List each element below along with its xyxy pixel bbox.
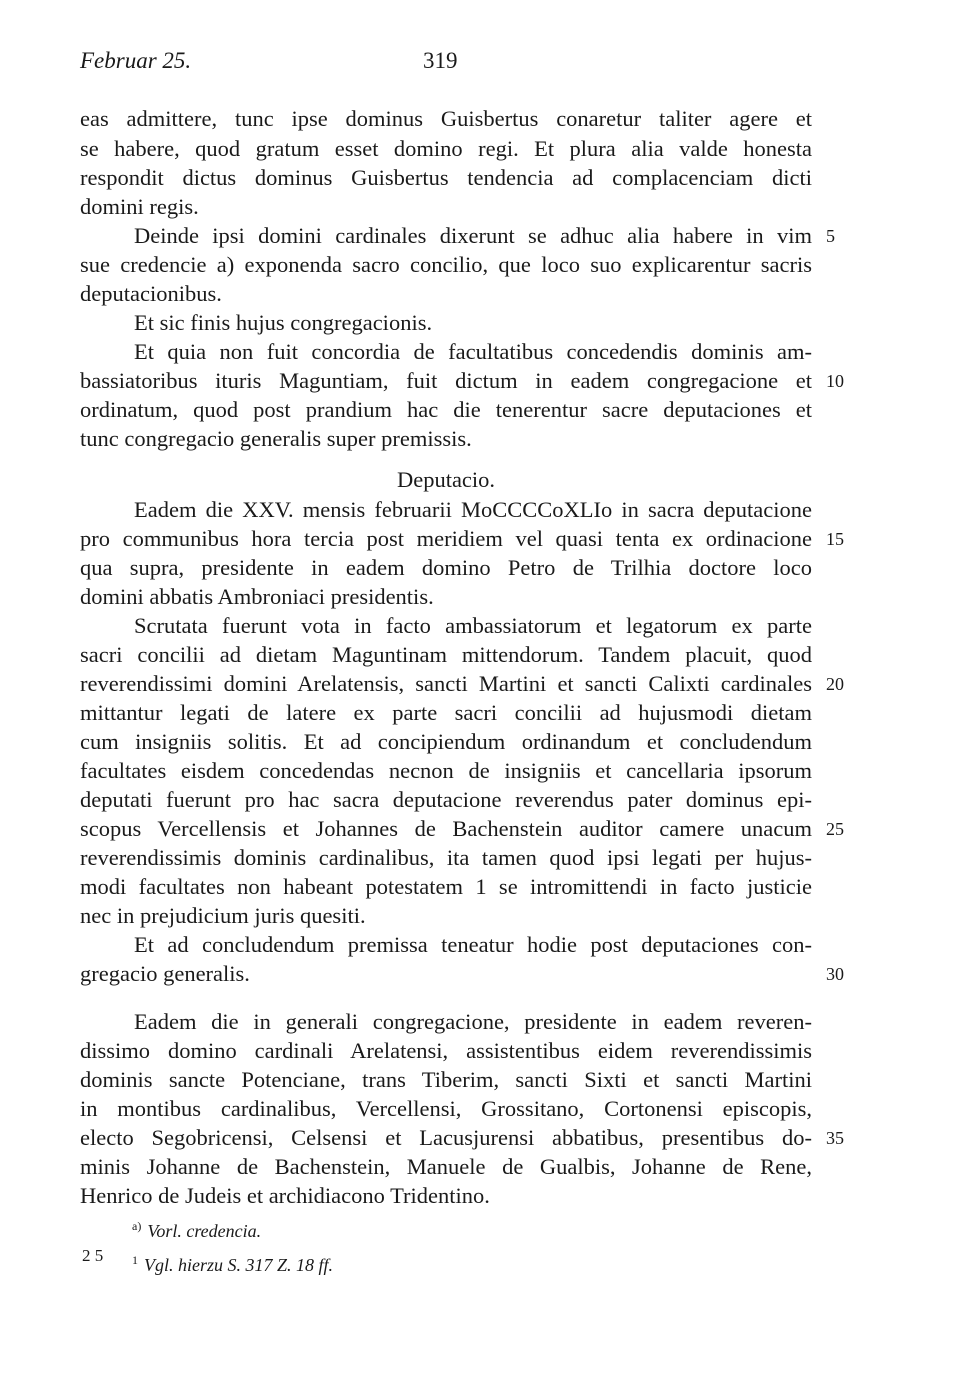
footnote bbox=[132, 1248, 333, 1277]
footnote-text: Vorl. credencia. bbox=[147, 1221, 262, 1241]
margin-line-number: 15 bbox=[826, 529, 844, 549]
text-line: dissimo domino cardinali Arelatensi, assistentibus eidem reverendissimis bbox=[80, 1038, 812, 1063]
text-line: cum insigniis solitis. Et ad concipiendum ordinandum et concludendum bbox=[80, 729, 812, 754]
footnote-mark: a) bbox=[132, 1219, 142, 1233]
text-line: dominis sancte Potenciane, trans Tiberim, sancti Sixti et sancti Martini bbox=[80, 1067, 812, 1092]
section-heading: Deputacio. bbox=[396, 467, 496, 492]
text-line: gregacio generalis. bbox=[80, 961, 250, 986]
text-line: deputacionibus. bbox=[80, 281, 222, 306]
text-line: reverendissimi domini Arelatensis, sancti Martini et sancti Calixti cardinales bbox=[80, 671, 812, 696]
page-number: 319 bbox=[423, 48, 458, 73]
text-line: facultates eisdem concedendas necnon de insigniis et cancellaria ipsorum bbox=[80, 758, 812, 783]
text-line: Eadem die in generali congregacione, presidente in eadem reveren- bbox=[134, 1009, 812, 1034]
text-line: Henrico de Judeis et archidiacono Tridentino. bbox=[80, 1183, 490, 1208]
text-line: qua supra, presidente in eadem domino Petro de Trilhia doctore loco bbox=[80, 555, 812, 580]
text-line: reverendissimis dominis cardinalibus, ita tamen quod ipsi legati per hujus- bbox=[80, 845, 812, 870]
margin-line-number: 35 bbox=[826, 1128, 844, 1148]
text-line: sacri concilii ad dietam Maguntinam mittendorum. Tandem placuit, quod bbox=[80, 642, 812, 667]
footnote-mark: 1 bbox=[132, 1253, 138, 1267]
printer-signature-mark: 2 5 bbox=[82, 1246, 104, 1265]
text-line: respondit dictus dominus Guisbertus tendencia ad complacenciam dicti bbox=[80, 165, 812, 190]
margin-line-number: 25 bbox=[826, 819, 844, 839]
margin-line-number: 30 bbox=[826, 964, 844, 984]
text-line: minis Johanne de Bachenstein, Manuele de Gualbis, Johanne de Rene, bbox=[80, 1154, 812, 1179]
text-line: in montibus cardinalibus, Vercellensi, Grossitano, Cortonensi episcopis, bbox=[80, 1096, 812, 1121]
text-line: modi facultates non habeant potestatem 1 se intromittendi in facto justicie bbox=[80, 874, 812, 899]
text-line: nec in prejudicium juris quesiti. bbox=[80, 903, 366, 928]
text-line: Deinde ipsi domini cardinales dixerunt se adhuc alia habere in vim bbox=[134, 223, 812, 248]
text-line: domini abbatis Ambroniaci presidentis. bbox=[80, 584, 434, 609]
text-line: domini regis. bbox=[80, 194, 199, 219]
text-line: scopus Vercellensis et Johannes de Bachenstein auditor camere unacum bbox=[80, 816, 812, 841]
text-line: sue credencie a) exponenda sacro concilio, que loco suo explicarentur sacris bbox=[80, 252, 812, 277]
text-line: bassiatoribus ituris Maguntiam, fuit dictum in eadem congregacione et bbox=[80, 368, 812, 393]
text-line: ordinatum, quod post prandium hac die tenerentur sacre deputaciones et bbox=[80, 397, 812, 422]
margin-line-number: 5 bbox=[826, 226, 835, 246]
text-line: Et ad concludendum premissa teneatur hodie post deputaciones con- bbox=[134, 932, 812, 957]
footnote bbox=[132, 1214, 261, 1243]
text-line: pro communibus hora tercia post meridiem vel quasi tenta ex ordinacione bbox=[80, 526, 812, 551]
text-line: se habere, quod gratum esset domino regi. Et plura alia valde honesta bbox=[80, 136, 812, 161]
text-line: Et quia non fuit concordia de facultatibus concedendis dominis am- bbox=[134, 339, 812, 364]
running-head-date: Februar 25. bbox=[80, 48, 192, 73]
text-line: Eadem die XXV. mensis februarii MoCCCCoXLIo in sacra deputacione bbox=[134, 497, 812, 522]
footnote-text: Vgl. hierzu S. 317 Z. 18 ff. bbox=[144, 1255, 334, 1275]
text-line: Scrutata fuerunt vota in facto ambassiatorum et legatorum ex parte bbox=[134, 613, 812, 638]
text-line: mittantur legati de latere ex parte sacri concilii ad hujusmodi dietam bbox=[80, 700, 812, 725]
text-line: tunc congregacio generalis super premissis. bbox=[80, 426, 472, 451]
text-line: eas admittere, tunc ipse dominus Guisbertus conaretur taliter agere et bbox=[80, 106, 812, 131]
text-line: deputati fuerunt pro hac sacra deputacione reverendus pater dominus epi- bbox=[80, 787, 812, 812]
text-line: Et sic finis hujus congregacionis. bbox=[134, 310, 433, 335]
margin-line-number: 10 bbox=[826, 371, 844, 391]
margin-line-number: 20 bbox=[826, 674, 844, 694]
text-line: electo Segobricensi, Celsensi et Lacusjurensi abbatibus, presentibus do- bbox=[80, 1125, 812, 1150]
